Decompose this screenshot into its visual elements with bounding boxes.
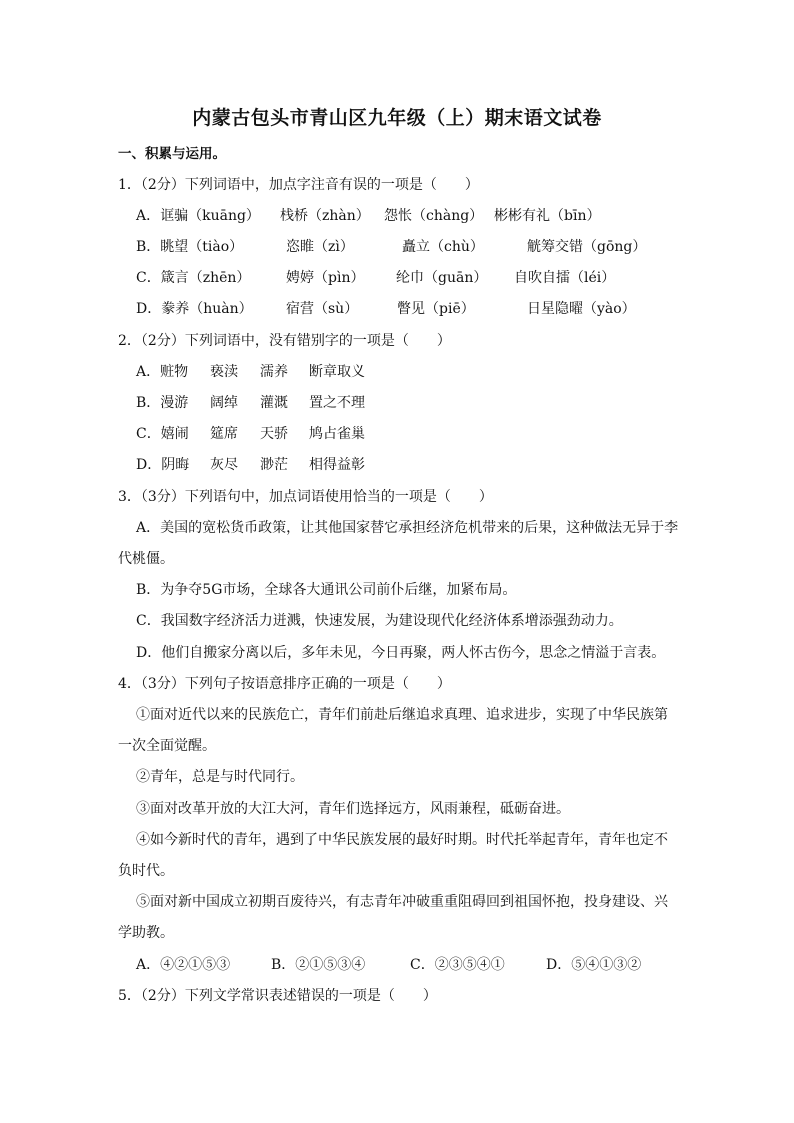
option-word: 鸠占雀巢 [309, 426, 365, 442]
question-4-sentence-5-cont: 学助教。 [118, 925, 174, 941]
option-word: 灰尽 [210, 457, 238, 473]
option-word: 栈桥（zhàn） [280, 208, 370, 224]
option-word: 筵席 [210, 426, 238, 442]
option-word: 宿营（sù） [286, 301, 359, 317]
question-4-stem: 4．（3分）下列句子按语意排序正确的一项是（ ） [118, 676, 451, 692]
option-word: 娉婷（pìn） [286, 270, 365, 286]
option-word: B．眺望（tiào） [136, 239, 244, 255]
option-word: 渺茫 [260, 457, 288, 473]
question-4-sentence-2: ②青年，总是与时代同行。 [136, 769, 304, 785]
option-word: 觥筹交错（gōng） [527, 239, 647, 255]
option-word: 阔绰 [210, 395, 238, 411]
question-3-option-a: A．美国的宽松货币政策，让其他国家替它承担经济危机带来的后果，这种做法无异于李 [136, 520, 679, 536]
option-word: D．豢养（huàn） [136, 301, 253, 317]
option-word: 矗立（chù） [402, 239, 484, 255]
option-word: 灌溉 [260, 395, 288, 411]
option-word: 恣睢（zì） [286, 239, 354, 255]
option-word: D．阴晦 [136, 457, 190, 473]
question-1-stem: 1．（2分）下列词语中，加点字注音有误的一项是（ ） [118, 177, 479, 193]
option-word: 自吹自擂（léi） [514, 270, 616, 286]
option-word: 天骄 [260, 426, 288, 442]
option-word: 纶巾（guān） [396, 270, 488, 286]
page-title: 内蒙古包头市青山区九年级（上）期末语文试卷 [192, 107, 602, 129]
question-3-option-d: D．他们自搬家分离以后，多年未见，今日再聚，两人怀古伤今，思念之情溢于言表。 [136, 645, 666, 661]
question-4-sentence-4-cont: 负时代。 [118, 863, 174, 879]
question-4-sentence-1-cont: 一次全面觉醒。 [118, 738, 216, 754]
option-b: B．②①⑤③④ [271, 957, 366, 973]
option-c: C．②③⑤④① [410, 957, 505, 973]
option-d: D．⑤④①③② [546, 957, 642, 973]
question-4-sentence-5: ⑤面对新中国成立初期百废待兴，有志青年冲破重重阻碍回到祖国怀抱，投身建设、兴 [136, 894, 668, 910]
option-word: C．嬉闹 [136, 426, 189, 442]
option-word: 亵渎 [210, 364, 238, 380]
question-5-stem: 5．（2分）下列文学常识表述错误的一项是（ ） [118, 988, 437, 1004]
option-word: C．箴言（zhēn） [136, 270, 251, 286]
option-word: 置之不理 [309, 395, 365, 411]
option-word: 断章取义 [309, 364, 365, 380]
option-word: 瞥见（piē） [397, 301, 475, 317]
option-a: A．④②①⑤③ [136, 957, 231, 973]
question-2-stem: 2．（2分）下列词语中，没有错别字的一项是（ ） [118, 333, 451, 349]
section-heading: 一、积累与运用。 [118, 146, 226, 162]
option-word: 怨怅（chàng） [384, 208, 484, 224]
question-4-sentence-3: ③面对改革开放的大江大河，青年们选择远方，风雨兼程，砥砺奋进。 [136, 801, 570, 817]
option-word: 相得益彰 [309, 457, 365, 473]
question-3-option-a-cont: 代桃僵。 [118, 551, 174, 567]
option-word: 濡养 [260, 364, 288, 380]
question-3-option-c: C．我国数字经济活力迸溅，快速发展，为建设现代化经济体系增添强劲动力。 [136, 613, 623, 629]
option-word: A．赃物 [136, 364, 189, 380]
option-word: 彬彬有礼（bīn） [494, 208, 601, 224]
question-4-sentence-1: ①面对近代以来的民族危亡，青年们前赴后继追求真理、追求进步，实现了中华民族第 [136, 707, 668, 723]
question-3-stem: 3．（3分）下列语句中，加点词语使用恰当的一项是（ ） [118, 489, 493, 505]
option-word: 日星隐曜（yào） [527, 301, 636, 317]
option-word: B．漫游 [136, 395, 189, 411]
option-word: A．诓骗（kuāng） [136, 208, 260, 224]
question-3-option-b: B．为争夺5G市场，全球各大通讯公司前仆后继，加紧布局。 [136, 582, 517, 598]
question-4-sentence-4: ④如今新时代的青年，遇到了中华民族发展的最好时期。时代托举起青年，青年也定不 [136, 832, 668, 848]
